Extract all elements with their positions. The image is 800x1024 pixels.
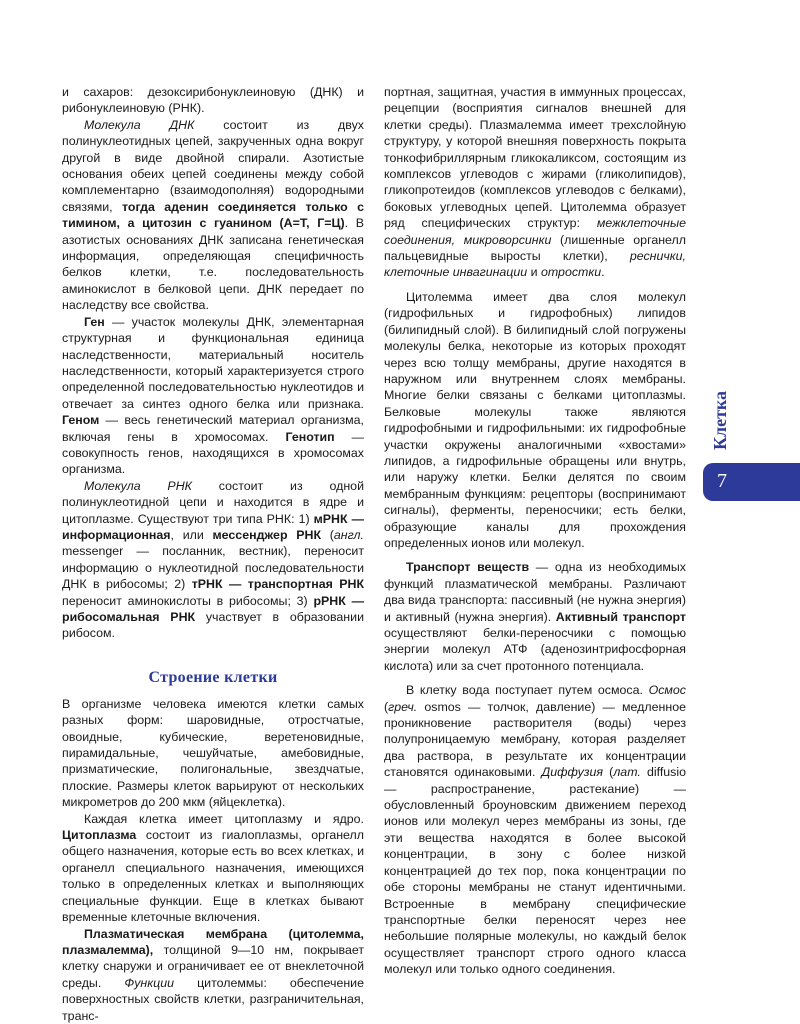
bold-term: тРНК — транспортная РНК — [191, 577, 365, 592]
text-run: осуществляют белки-переносчики с помощью энергии молекул АТФ (аденозинтрифосфорная кислота) или за счет протонного потенциала. — [384, 626, 686, 673]
text-run: цитолеммы: обеспечение поверхностных свойств клетки, разграничительная, транс- — [62, 975, 364, 1023]
bold-term: Активный транспорт — [555, 609, 687, 624]
paragraph — [384, 559, 686, 674]
text-run: состоит из двух полинуклеотидных цепей, закрученных одна вокруг другой в виде двойной спирали. Азотистые основания обеих цепей соединены между собой комплементарно (взаимодополняя) водородными связями, — [62, 117, 364, 214]
italic-term: реснички, клеточные инвагинации — [384, 249, 686, 280]
text-run: ( — [321, 527, 334, 542]
text-run: Цитолемма имеет два слоя молекул (гидрофильных и гидрофобных) липидов (билипидный слой). В билипидный слой погружены молекулы белка, некоторые из которых проходят через всю толщу мембраны, другие находятся в наружном или внутреннем слоях мембраны. Многие белки связаны с белками цитоплазмы. Белковые молекулы также являются гидрофобными и гидрофильными: их гидрофобные участки окружены аналогичными «хвостами» липидов, а гидрофильные обращены или внутрь, или наружу клетки. Белки делятся по своим мембранным функциям: рецепторы (воспринимают сигналы), ферменты, переносчики; есть белки, образующие каналы для прохождения определенных ионов или молекул. — [384, 289, 686, 550]
left-paragraphs — [62, 84, 364, 642]
text-run: участвует в образовании рибосом. — [62, 610, 364, 641]
paragraph — [384, 289, 686, 552]
bold-term: мессенджер РНК — [212, 527, 322, 542]
text-run: messenger — посланник, вестник), переносит информацию о нуклеотидной последовательности ДНК в рибосомы; 2) — [62, 544, 364, 592]
text-run: ( — [603, 765, 614, 780]
left-column — [62, 84, 364, 1024]
left-paragraphs-after — [62, 696, 364, 1024]
bold-term: Ген — [84, 314, 105, 329]
italic-term: отростки — [540, 265, 602, 280]
text-run: Каждая клетка имеет цитоплазму и ядро. — [84, 811, 364, 826]
paragraph — [384, 682, 686, 977]
right-column — [384, 84, 686, 978]
bold-term: тогда аденин соединяется только с тимином, а цитозин с гуанином (А=Т, Г=Ц) — [62, 199, 364, 231]
text-run: и сахаров: дезоксирибонуклеиновую (ДНК) и рибонуклеиновую (РНК). — [62, 85, 364, 116]
right-paragraphs — [384, 84, 686, 978]
text-run: — участок молекулы ДНК, элементарная структурная и функциональная единица наследственности, материальный носитель наследственности, который характеризуется строго определенной последовательностью нуклеотидов и отвечает за синтез одного белка или признака. — [62, 314, 364, 411]
italic-term: лат. — [613, 765, 641, 780]
italic-term: Диффузия — [541, 765, 604, 780]
text-run: . — [601, 265, 605, 280]
paragraph — [62, 314, 364, 478]
text-run: состоит из гиалоплазмы, органелл общего назначения, которые есть во всех клетках, и органелл специального назначения, имеющихся только в определенных клетках и выполняющих специальные функции. Еще в клетках бывают временные клеточные включения. — [62, 828, 364, 925]
bold-term: Геном — [62, 413, 100, 428]
italic-term: межклеточные соединения, микроворсинки — [384, 216, 686, 247]
text-run: и — [527, 265, 541, 280]
text-run: портная, защитная, участия в иммунных процессах, рецепции (восприятия сигналов внешней для клетки среды). Плазмалемма имеет трехслойную структуру, у которой внешняя поверхность покрыта тонкофибриллярным гликокаликсом, состоящим из комплексов углеводов с жирами (гликолипидов), гликопротеидов (комплексов углеводов с белками), боковых углеводных цепей. Цитолемма образует ряд специфических структур: — [384, 85, 686, 231]
italic-term: Молекула ДНК — [84, 117, 195, 132]
italic-term: Осмос — [648, 683, 686, 698]
paragraph — [62, 811, 364, 926]
text-run: переносит аминокислоты в рибосомы; 3) — [62, 593, 314, 608]
paragraph — [62, 117, 364, 314]
paragraph — [384, 84, 686, 281]
text-run: В организме человека имеются клетки самых разных форм: шаровидные, отростчатые, овоидные, кубические, веретеновидные, пирамидальные, чешуйчатые, амебовидные, призматические, полигональные, звездчатые, плоские. Размеры клеток варьируют от нескольких микрометров до 200 мкм (яйцеклетка). — [62, 696, 364, 810]
bold-term: Цитоплазма — [62, 828, 137, 843]
text-run: состоит из одной полинуклеотидной цепи и находится в ядре и цитоплазме. Существуют три типа РНК: 1) — [62, 478, 364, 526]
text-run: — весь генетический материал организма, включая гены в хромосомах. — [62, 413, 364, 444]
italic-term: греч. — [388, 699, 418, 714]
chapter-side-label — [703, 380, 739, 460]
text-run: . В азотистых основаниях ДНК записана генетическая информация, определяющая специфичность белков клетки, т.е. последовательность аминокислот в белковой цепи. ДНК передает по наследству все свойства. — [62, 216, 364, 313]
paragraph — [62, 696, 364, 811]
paragraph — [62, 478, 364, 642]
bold-term: Плазматическая мембрана (цитолемма, плазмалемма), — [62, 926, 364, 957]
chapter-label-text: Клетка — [710, 390, 731, 450]
text-run: — одна из необходимых функций плазматической мембраны. Различают два вида транспорта: пассивный (не нужна энергия) и активный (нужна энергия). — [384, 560, 686, 624]
text-run: diffusio — распространение, растекание) — обусловленный броуновским движением переход ионов или молекул через мембраны из зоны, где эти вещества находятся в более высокой концентрации, в зону с более низкой концентрацией до тех пор, пока концентрации по обе стороны мембраны не станут идентичными. Встроенные в мембрану специфические транспортные белки переносят через нее небольшие полярные молекулы, но каждый белок осуществляет транспорт строго одного класса молекул или только одного соединения. — [384, 765, 686, 977]
page-number: 7 — [717, 470, 727, 492]
text-run: , или — [170, 527, 213, 542]
bold-term: Транспорт веществ — [406, 560, 530, 575]
paragraph — [62, 926, 364, 1024]
italic-term: Функции — [124, 975, 174, 990]
page-number-tab — [703, 463, 800, 501]
bold-term: рРНК — рибосомальная РНК — [62, 593, 364, 624]
italic-term: Молекула РНК — [84, 478, 192, 493]
section-title: Строение клетки — [148, 668, 278, 686]
text-run: osmos — толчок, давление) — медленное проникновение растворителя (воды) через полупроницаемую мембрану, которая разделяет два раствора, в результате их концентрации становятся одинаковыми. — [384, 699, 686, 780]
paragraph — [62, 84, 364, 117]
text-run: В клетку вода поступает путем осмоса. — [406, 683, 649, 698]
bold-term: мРНК — информационная — [62, 511, 364, 542]
text-run: — совокупность генов, находящихся в хромосомах организма. — [62, 429, 364, 477]
italic-term: англ. — [333, 527, 364, 542]
bold-term: Генотип — [285, 429, 335, 444]
text-run: толщиной 9—10 нм, покрывает клетку снаружи и ограничивает ее от внеклеточной среды. — [62, 942, 364, 990]
text-run: ( — [384, 699, 389, 714]
text-run: (лишенные органелл пальцевидные выросты клетки), — [384, 232, 686, 264]
